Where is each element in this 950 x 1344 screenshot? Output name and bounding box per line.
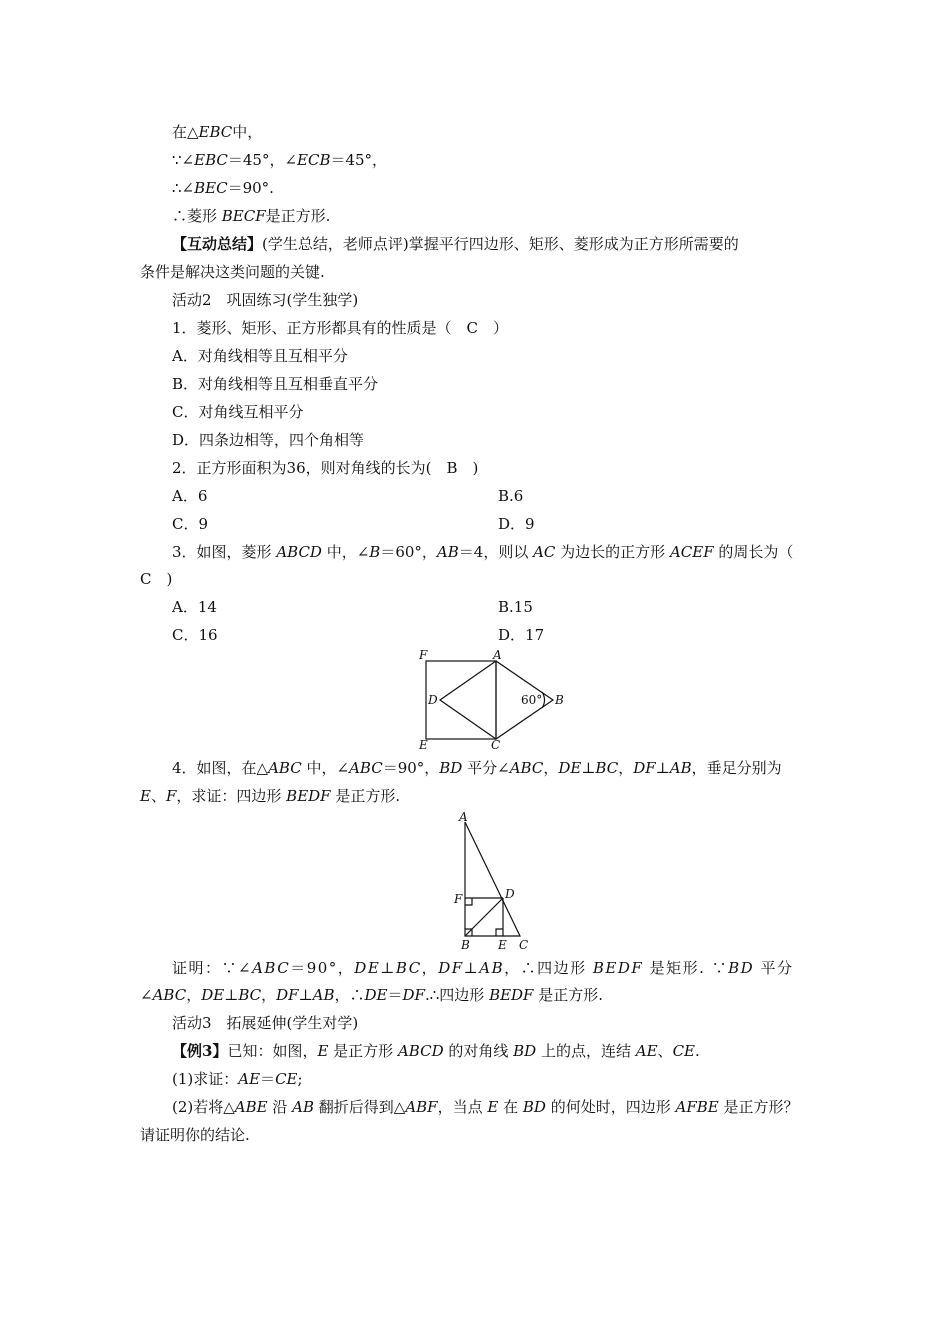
text-span: 是正方形 bbox=[328, 1042, 398, 1060]
var-span: EBC bbox=[194, 151, 228, 169]
text-span: ∵∠ bbox=[172, 151, 195, 169]
var-span: AFBE bbox=[675, 1098, 719, 1116]
text-span: ，垂足分别为 bbox=[691, 759, 782, 777]
question-4-stem bbox=[172, 758, 782, 778]
var-span: AB bbox=[436, 543, 459, 561]
text-span: ⊥ bbox=[224, 986, 239, 1004]
question-1-stem: 1．菱形、矩形、正方形都具有的性质是（ C ） bbox=[172, 319, 509, 337]
var-span: F bbox=[165, 787, 177, 805]
question-3-answer: C ) bbox=[140, 570, 173, 588]
right-angle-mark-f bbox=[465, 898, 472, 905]
text-span: ， bbox=[421, 959, 439, 977]
question-3-option-c: C．16 bbox=[172, 626, 218, 644]
text-span: ＝45°，∠ bbox=[227, 151, 298, 169]
text-span: ＝90°， bbox=[290, 959, 355, 977]
text-span: ，∴四边形 bbox=[504, 959, 593, 977]
question-4-line-2 bbox=[140, 786, 400, 806]
label-angle-60: 60° bbox=[521, 693, 543, 707]
var-span: E bbox=[140, 787, 151, 805]
text-span: ＝90°. bbox=[227, 179, 274, 197]
question-2-option-a: A．6 bbox=[172, 487, 208, 505]
text-span: 中， bbox=[232, 123, 263, 141]
text-span: 的何处时，四边形 bbox=[545, 1098, 676, 1116]
text-span: 是正方形. bbox=[265, 207, 331, 225]
text-span: ∴∠ bbox=[172, 179, 195, 197]
triangle-abc bbox=[465, 822, 520, 936]
var-span: ABF bbox=[405, 1098, 438, 1116]
text-line bbox=[172, 206, 330, 226]
question-3-stem bbox=[172, 542, 793, 562]
label-d: D bbox=[505, 887, 515, 901]
var-span: BC bbox=[595, 759, 619, 777]
text-line bbox=[172, 150, 387, 170]
label-a: A bbox=[459, 810, 468, 824]
proof-line-1 bbox=[172, 958, 793, 978]
text-span: 平分∠ bbox=[462, 759, 510, 777]
question-3-option-d: D．17 bbox=[498, 626, 545, 644]
var-span: DE bbox=[201, 986, 225, 1004]
activity-3-heading: 活动3 拓展延伸(学生对学) bbox=[172, 1014, 359, 1032]
question-1-option-c: C．对角线互相平分 bbox=[172, 403, 304, 421]
example-3-line-3: 请证明你的结论. bbox=[140, 1126, 250, 1144]
label-a: A bbox=[493, 648, 502, 662]
label-e: E bbox=[498, 938, 507, 952]
example-3-stem bbox=[172, 1041, 700, 1061]
label-c: C bbox=[519, 938, 529, 952]
question-1-option-d: D．四条边相等，四个角相等 bbox=[172, 431, 365, 449]
text-span: (1)求证： bbox=[172, 1070, 239, 1088]
var-span: DF bbox=[438, 959, 464, 977]
var-span: B bbox=[369, 543, 381, 561]
var-span: BEDF bbox=[286, 787, 331, 805]
right-angle-mark-e bbox=[496, 929, 503, 936]
text-span: 4．如图，在△ bbox=[172, 759, 269, 777]
var-span: DE bbox=[354, 959, 381, 977]
text-span: 是正方形？ bbox=[718, 1098, 799, 1116]
var-span: BD bbox=[522, 1098, 546, 1116]
text-span: ＝45°， bbox=[330, 151, 388, 169]
var-span: BEDF bbox=[592, 959, 644, 977]
var-span: BECF bbox=[221, 207, 266, 225]
text-span: ， bbox=[543, 759, 559, 777]
text-span: 是正方形. bbox=[330, 787, 401, 805]
question-2-stem: 2．正方形面积为36，则对角线的长为( B ) bbox=[172, 459, 479, 477]
var-span: AB bbox=[312, 986, 335, 1004]
text-span: 3．如图，菱形 bbox=[172, 543, 277, 561]
text-span: 中，∠ bbox=[321, 543, 370, 561]
var-span: DE bbox=[364, 986, 388, 1004]
text-span: ， bbox=[186, 986, 202, 1004]
example-3-part-2 bbox=[172, 1097, 798, 1117]
text-span: ; bbox=[297, 1070, 303, 1088]
text-span: 、 bbox=[657, 1042, 673, 1060]
text-span: 为边长的正方形 bbox=[555, 543, 670, 561]
label-f: F bbox=[454, 892, 463, 906]
var-span: BEDF bbox=[489, 986, 534, 1004]
question-1-option-b: B．对角线相等且互相垂直平分 bbox=[172, 375, 379, 393]
label-b: B bbox=[555, 693, 564, 707]
var-span: DE bbox=[558, 759, 582, 777]
var-span: E bbox=[487, 1098, 499, 1116]
text-span: 是正方形. bbox=[533, 986, 604, 1004]
var-span: CE bbox=[672, 1042, 695, 1060]
text-span: ⊥ bbox=[655, 759, 670, 777]
var-span: ABE bbox=[234, 1098, 268, 1116]
var-span: DF bbox=[633, 759, 656, 777]
text-span: 平分 bbox=[754, 959, 794, 977]
text-span: ∠ bbox=[140, 986, 153, 1004]
var-span: BC bbox=[238, 986, 262, 1004]
activity-2-heading: 活动2 巩固练习(学生独学) bbox=[172, 291, 359, 309]
example-3-part-1 bbox=[172, 1069, 303, 1089]
question-2-option-c: C．9 bbox=[172, 515, 209, 533]
var-span: ABCD bbox=[276, 543, 322, 561]
var-span: AB bbox=[292, 1098, 315, 1116]
text-span: 已知：如图， bbox=[227, 1042, 318, 1060]
figure-right-triangle bbox=[450, 808, 540, 953]
var-span: AE bbox=[238, 1070, 261, 1088]
text-line bbox=[172, 122, 262, 142]
text-span: ＝90°， bbox=[382, 759, 440, 777]
text-span: 沿 bbox=[267, 1098, 293, 1116]
text-span: ＝ bbox=[387, 986, 403, 1004]
var-span: ABCD bbox=[397, 1042, 444, 1060]
question-2-option-b: B.6 bbox=[498, 487, 524, 505]
var-span: BD bbox=[513, 1042, 537, 1060]
var-span: BD bbox=[728, 959, 755, 977]
text-span: . bbox=[695, 1042, 700, 1060]
text-span: 的对角线 bbox=[443, 1042, 514, 1060]
var-span: ABC bbox=[509, 759, 544, 777]
text-span: ，当点 bbox=[437, 1098, 488, 1116]
text-span: 、 bbox=[150, 787, 166, 805]
summary-line-1 bbox=[172, 234, 739, 254]
label-e: E bbox=[419, 738, 428, 752]
var-span: AC bbox=[533, 543, 556, 561]
text-span: 的周长为（ bbox=[713, 543, 794, 561]
text-span: ＝60°， bbox=[380, 543, 437, 561]
text-span: 在 bbox=[498, 1098, 523, 1116]
summary-line-2: 条件是解决这类问题的关键. bbox=[140, 263, 325, 281]
question-3-option-a: A．14 bbox=[172, 598, 217, 616]
var-span: BC bbox=[395, 959, 422, 977]
var-span: BD bbox=[439, 759, 463, 777]
text-span: 翻折后得到△ bbox=[314, 1098, 406, 1116]
text-span: (2)若将△ bbox=[172, 1098, 235, 1116]
text-span: 在△ bbox=[172, 123, 199, 141]
text-span: 中，∠ bbox=[301, 759, 350, 777]
label-f: F bbox=[419, 648, 428, 662]
text-span: ， bbox=[618, 759, 634, 777]
proof-line-2 bbox=[140, 985, 603, 1005]
figure-rhombus-square bbox=[410, 645, 580, 755]
var-span: ACEF bbox=[669, 543, 714, 561]
var-span: BEC bbox=[194, 179, 228, 197]
var-span: AB bbox=[479, 959, 505, 977]
text-span: ⊥ bbox=[298, 986, 313, 1004]
text-span: ， bbox=[261, 986, 277, 1004]
label-b: B bbox=[461, 938, 470, 952]
text-span: .∴四边形 bbox=[424, 986, 490, 1004]
question-2-option-d: D．9 bbox=[498, 515, 535, 533]
var-span: AB bbox=[669, 759, 692, 777]
label-c: C bbox=[491, 738, 501, 752]
var-span: CE bbox=[275, 1070, 298, 1088]
label-d: D bbox=[428, 693, 438, 707]
var-span: ABC bbox=[252, 959, 291, 977]
question-1-option-a: A．对角线相等且互相平分 bbox=[172, 347, 348, 365]
segment-bd bbox=[465, 898, 503, 936]
var-span: ECB bbox=[297, 151, 331, 169]
var-span: DF bbox=[276, 986, 299, 1004]
text-span: ，求证：四边形 bbox=[176, 787, 287, 805]
text-span: 证明：∵∠ bbox=[172, 959, 253, 977]
text-span: ∴菱形 bbox=[172, 207, 222, 225]
var-span: E bbox=[317, 1042, 329, 1060]
var-span: ABC bbox=[152, 986, 187, 1004]
summary-tag: 【互动总结】 bbox=[172, 235, 263, 253]
question-3-option-b: B.15 bbox=[498, 598, 533, 616]
var-span: ABC bbox=[268, 759, 302, 777]
text-span: ⊥ bbox=[380, 959, 396, 977]
var-span: AE bbox=[635, 1042, 658, 1060]
text-span: ＝ bbox=[260, 1070, 276, 1088]
var-span: ABC bbox=[349, 759, 383, 777]
text-span: ⊥ bbox=[463, 959, 480, 977]
text-span: 上的点，连结 bbox=[536, 1042, 636, 1060]
var-span: DF bbox=[402, 986, 425, 1004]
text-span: ，∴ bbox=[334, 986, 365, 1004]
text-span: (学生总结，老师点评)掌握平行四边形、矩形、菱形成为正方形所需要的 bbox=[262, 235, 739, 253]
text-line bbox=[172, 178, 274, 198]
text-span: ⊥ bbox=[581, 759, 596, 777]
text-span: ＝4，则以 bbox=[458, 543, 534, 561]
example-tag: 【例3】 bbox=[172, 1042, 228, 1060]
text-span: 是矩形. ∵ bbox=[643, 959, 729, 977]
var-span: EBC bbox=[198, 123, 233, 141]
